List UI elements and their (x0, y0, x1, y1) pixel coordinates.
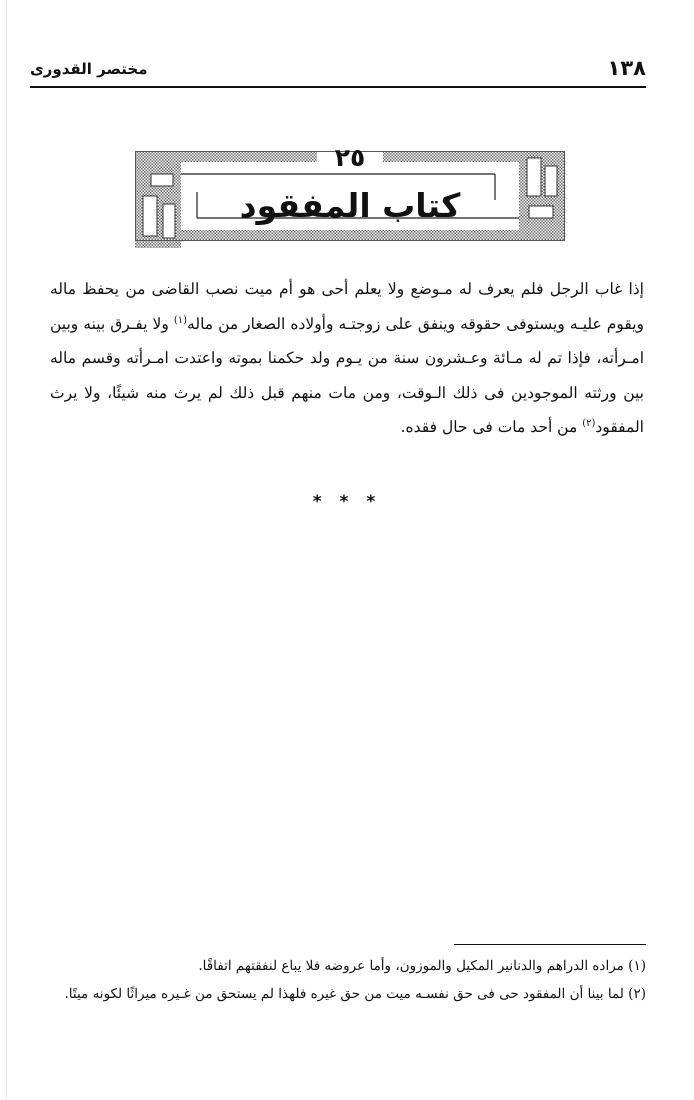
body-paragraph (50, 272, 644, 445)
footnote-rule (454, 944, 646, 945)
chapter-banner (135, 144, 565, 248)
section-separator: * * * (312, 492, 382, 512)
body-text-part-3: من أحد مات فى حال فقده. (400, 418, 583, 436)
book-title: مختصر القدورى (30, 60, 148, 78)
footnote-2 (48, 980, 646, 1008)
running-header (30, 54, 646, 88)
footnote-1 (48, 952, 646, 980)
page-edge (6, 0, 7, 1100)
footnote-ref-1: (١) (173, 314, 188, 326)
page-number: ١٣٨ (607, 56, 646, 80)
chapter-number: ٢٥ (334, 143, 366, 172)
footnote-marker: (١) (628, 958, 646, 974)
footnote-marker: (٢) (628, 986, 646, 1002)
footnote-text: مراده الدراهم والدنانير المكيل والموزون، وأما عروضه فلا يباع لنفقتهم اتفاقًا. (198, 958, 624, 974)
body-text-part-2: ولا يفـرق بينه وبين امـرأته، فإذا تم له مـائة وعـشرون سنة من يـوم ولد حكمنا بموته واعتدت امـرأته وقسم ماله بين ورثته الموجودين فى ذلك الـوقت، ومن مات منهم قبل ذلك لم يرث منه شيئًا، ولا يرث المفقود (50, 314, 644, 436)
body-text-part-1: إذا غاب الرجل فلم يعرف له مـوضع ولا يعلم أحى هو أم ميت نصب القاضى من يحفظ ماله ويقوم عليـه ويستوفى حقوقه وينفق على زوجتـه وأولاده الصغار من ماله (50, 280, 645, 333)
footnote-ref-2: (٢) (582, 417, 596, 429)
footnote-text: لما بينا أن المفقود حى فى حق نفسـه ميت من حق غيره فلهذا لم يستحق من غـيره ميراثًا لكونه ميتًا. (64, 986, 624, 1002)
footnotes (48, 952, 646, 1008)
chapter-title: كتاب المفقود (239, 186, 461, 225)
